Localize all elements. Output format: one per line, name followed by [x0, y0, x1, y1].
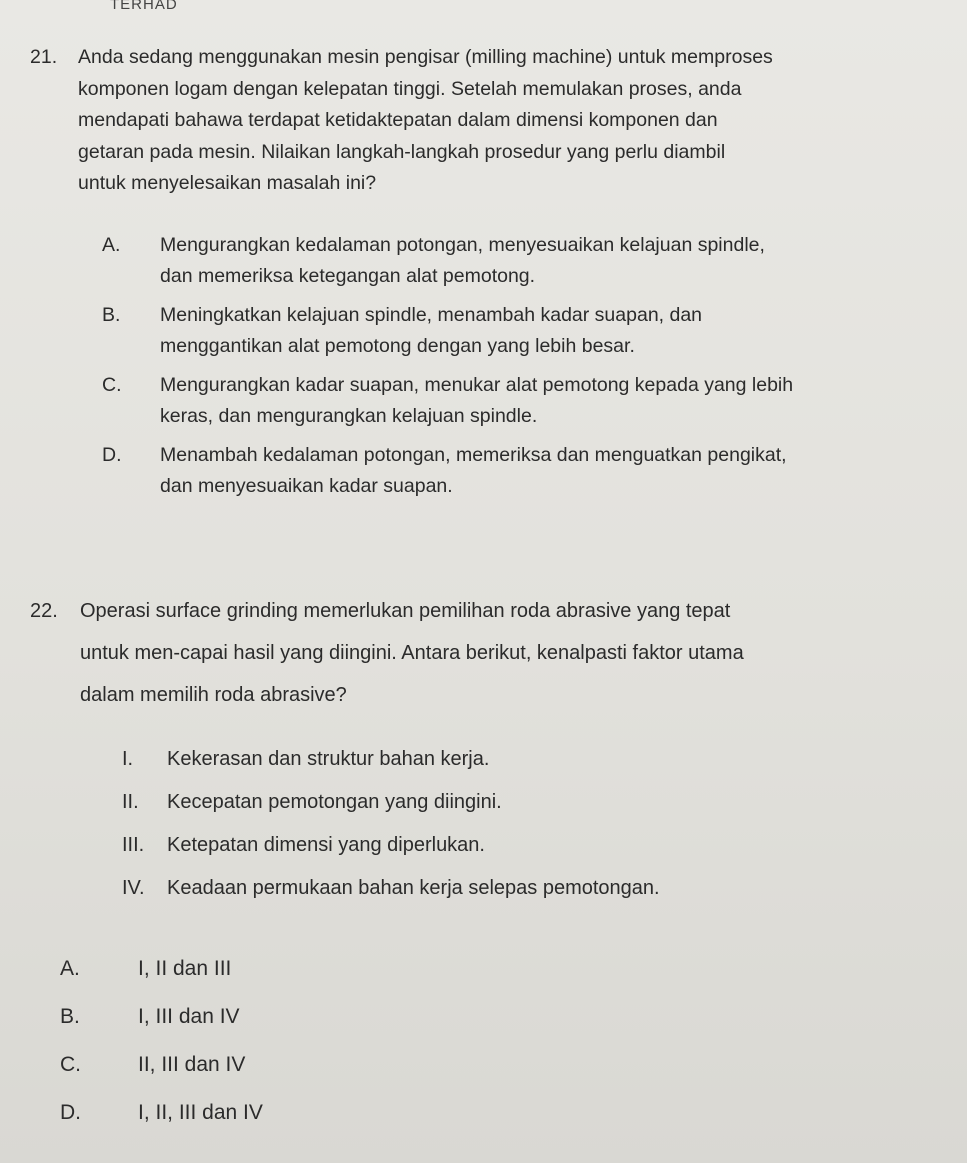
option-text: II, III dan IV: [138, 1053, 246, 1076]
stem-line: untuk men-capai hasil yang diingini. Antara berikut, kenalpasti faktor utama: [80, 642, 744, 664]
statement-list: [122, 738, 940, 910]
option-letter: B.: [60, 1005, 80, 1028]
option-a[interactable]: [102, 230, 922, 292]
stem-line: Anda sedang menggunakan mesin pengisar (milling machine) untuk memproses: [78, 46, 773, 68]
option-d[interactable]: [102, 440, 922, 502]
statement-iv: [122, 867, 940, 910]
statement-text: Ketepatan dimensi yang diperlukan.: [167, 834, 485, 856]
question-number: 21.: [30, 46, 58, 68]
option-text-line: dan memeriksa ketegangan alat pemotong.: [160, 264, 536, 287]
stem-line: mendapati bahawa terdapat ketidaktepatan dalam dimensi komponen dan: [78, 109, 718, 131]
question-21: [30, 42, 940, 510]
option-letter: A.: [60, 957, 80, 980]
option-text-line: keras, dan mengurangkan kelajuan spindle.: [160, 404, 538, 427]
classification-header: TERHAD: [110, 0, 178, 13]
question-number: 22.: [30, 600, 58, 622]
stem-line: getaran pada mesin. Nilaikan langkah-langkah prosedur yang perlu diambil: [78, 140, 726, 163]
option-letter: D.: [102, 443, 122, 466]
option-text-line: dan menyesuaikan kadar suapan.: [160, 474, 453, 497]
option-text: I, II, III dan IV: [138, 1101, 263, 1124]
option-letter: C.: [102, 373, 122, 396]
question-stem: [78, 42, 958, 200]
statement-text: Keadaan permukaan bahan kerja selepas pemotongan.: [167, 877, 660, 899]
option-c[interactable]: [60, 1041, 940, 1089]
statement-numeral: I.: [122, 748, 134, 770]
option-a[interactable]: [60, 945, 940, 993]
option-b[interactable]: [102, 300, 922, 362]
option-letter: D.: [60, 1101, 81, 1124]
option-letter: A.: [102, 233, 121, 256]
option-d[interactable]: [60, 1089, 940, 1137]
stem-line: dalam memilih roda abrasive?: [80, 684, 347, 706]
stem-line: komponen logam dengan kelepatan tinggi. Setelah memulakan proses, anda: [78, 77, 742, 100]
option-text-line: Mengurangkan kedalaman potongan, menyesuaikan kelajuan spindle,: [160, 233, 765, 256]
statement-text: Kekerasan dan struktur bahan kerja.: [167, 748, 490, 770]
statement-iii: [122, 824, 940, 867]
statement-text: Kecepatan pemotongan yang diingini.: [167, 791, 502, 813]
statement-numeral: II.: [122, 791, 139, 813]
option-text-line: Menambah kedalaman potongan, memeriksa dan menguatkan pengikat,: [160, 443, 787, 466]
stem-line: untuk menyelesaikan masalah ini?: [78, 172, 377, 194]
option-b[interactable]: [60, 993, 940, 1041]
option-letter: B.: [102, 303, 121, 326]
option-text: I, III dan IV: [138, 1005, 240, 1028]
option-text: I, II dan III: [138, 957, 232, 980]
statement-numeral: IV.: [122, 877, 145, 899]
statement-numeral: III.: [122, 834, 145, 856]
answer-options: [60, 945, 940, 1137]
statement-i: [122, 738, 940, 781]
option-text-line: Mengurangkan kadar suapan, menukar alat pemotong kepada yang lebih: [160, 373, 794, 396]
answer-options: [102, 230, 922, 502]
option-letter: C.: [60, 1053, 81, 1076]
question-22: [30, 590, 940, 1137]
option-c[interactable]: [102, 370, 922, 432]
option-text-line: menggantikan alat pemotong dengan yang lebih besar.: [160, 334, 635, 357]
stem-line: Operasi surface grinding memerlukan pemilihan roda abrasive yang tepat: [80, 600, 731, 622]
statement-ii: [122, 781, 940, 824]
option-text-line: Meningkatkan kelajuan spindle, menambah kadar suapan, dan: [160, 303, 703, 326]
question-stem: [80, 590, 940, 716]
